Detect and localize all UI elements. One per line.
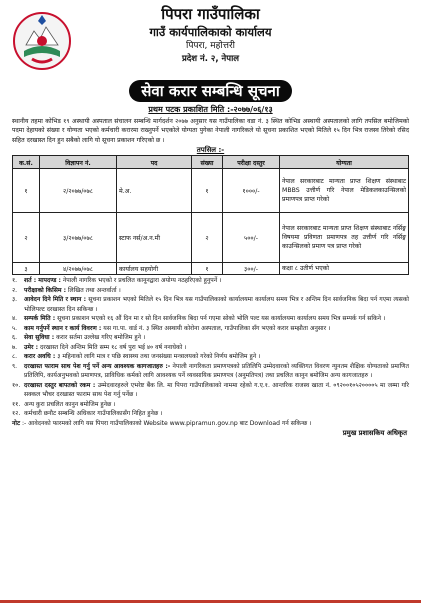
list-item: [12, 343, 409, 353]
letterhead: [0, 5, 421, 79]
table-row: [13, 263, 409, 275]
item-text: सूचना प्रकाशन भएको १६ औं दिन मा र सो दिन सार्वजनिक बिदा पर्न गएमा सोको भोलि पल्ट यस कार्यालयमा कार्यालय समय भित्र सम्पर्क गर्न सकिने ।: [55, 315, 386, 323]
annex-title: तपसिल :-: [196, 146, 225, 155]
office-location: पिपरा, महोत्तरी: [185, 41, 235, 51]
list-item: [12, 381, 409, 400]
col-header-count: संख्या: [192, 156, 223, 169]
list-item: [12, 295, 409, 314]
list-item: [12, 400, 409, 410]
item-number: ६.: [12, 334, 18, 342]
item-text: सूचना प्रकाशन भएको मितिले १५ दिन भित्र यस गाउँपालिकाको कार्यालयमा कार्यालय समय भित्र र अन्तिम दिन सार्वजनिक बिदा पर्न गएमा त्यसको भोलिपल्ट दरखास्त दिन सकिन्छ ।: [24, 296, 410, 313]
cell-qualification: कक्षा ८ उतीर्ण भएको: [280, 263, 409, 275]
cell-adv-no: ४/२०७७/०७८: [40, 263, 117, 275]
item-text: दरखास्त दिने अन्तिम मिति सम्म १८ वर्ष पुरा भई ४० वर्ष ननाघेको ।: [38, 343, 187, 351]
item-number: ३.: [12, 296, 18, 304]
item-label: दरखास्त फाराम साथ पेश गर्नु पर्ने अन्य आवश्यक कागजातहरु :-: [24, 362, 171, 370]
item-text: ३ महिनाको लागि मात्र र पछि स्वास्थ्य तथा जनसंख्या मन्त्रालयको गरेको निर्णय बमोजिम हुने ।: [55, 353, 261, 361]
office-name: गाउँ कार्यपालिकाको कार्यालय: [149, 25, 272, 39]
list-item: [12, 276, 409, 286]
item-number: १२.: [12, 410, 21, 418]
item-number: २.: [12, 286, 18, 294]
item-number: ८.: [12, 353, 18, 361]
cell-fee: ३००/-: [223, 263, 280, 275]
vacancy-table: [12, 155, 409, 275]
conditions-list: [12, 276, 409, 428]
list-item: [12, 333, 409, 343]
cell-fee: १०००/-: [223, 169, 280, 213]
table-row: [13, 213, 409, 263]
list-item: [12, 314, 409, 324]
nepal-emblem-icon: [12, 11, 72, 71]
col-header-qualification: योग्यता: [280, 156, 409, 169]
intro-paragraph: स्थानीय तहमा कोभिड १९ अस्थायी अस्पताल संचालन सम्बन्धि मार्गदर्शन २०७७ अनुसार यस गाउँपालिका वडा नं. ३ स्थित कोभिड अस्थायी अस्पतालको लागि तपसिल बमोजिमको पदमा देहायको संख्या र योग्यता भएको कर्मचारी करारमा राख्नुपर्ने भएकोले योग्यता पुगेका नेपाली नागरिकले यो सूचना प्रकाशित भएको मितिले १५ दिन भित्र राजस्व तिरेको रसिद सहित दरखास्त दिन हुन सबैको लागि यो सूचना प्रकाशन गरिएको छ ।: [12, 118, 409, 144]
cell-adv-no: २/२०७७/०७८: [40, 169, 117, 213]
col-header-sn: क.सं.: [13, 156, 40, 169]
list-item: [12, 286, 409, 296]
table-row: [13, 169, 409, 213]
cell-fee: ५००/-: [223, 213, 280, 263]
list-item: [12, 324, 409, 334]
table-header-row: [13, 156, 409, 169]
cell-qualification: नेपाल सरकारबाट मान्यता प्राप्त शिक्षण संस्थाबाट नर्सिङ्ग विषयमा प्रविणता प्रमाणपत्र तह उत्तीर्ण गरि नर्सिङ्ग काउन्सिलको प्रमाण पत्र प्राप्त गरेको: [280, 213, 409, 263]
item-label: सम्पर्क मिति :: [24, 315, 56, 323]
publication-date: प्रथम पटक प्रकाशित मिति :-२०७७/०६/१३: [148, 105, 273, 114]
cell-sn: २: [13, 213, 40, 263]
cell-qualification: नेपाल सरकारबाट मान्यता प्राप्त शिक्षण संस्थाबाट MBBS उत्तीर्ण गरि नेपाल मेडिकलकाउन्सिलको प्रमाणपत्र प्राप्त गरेको: [280, 169, 409, 213]
item-number: ११.: [12, 400, 21, 408]
item-number: ७.: [12, 343, 18, 351]
cell-count: १: [192, 169, 223, 213]
cell-adv-no: ३/२०७७/०७८: [40, 213, 117, 263]
notice-title-banner: सेवा करार सम्बन्धि सूचना: [129, 80, 291, 102]
item-label: उमेर :: [24, 343, 39, 351]
item-number: १.: [12, 277, 18, 285]
list-item: [12, 352, 409, 362]
item-text: उम्मेदवारहरुले एभरेष्ट बैंक लि. मा पिपरा गाउँपालिकाको नाममा रहेको ग.ए.१. आन्तरिक राजस्व खाता नं. ०९२००१०५२००००५ मा जम्मा गरि सक्कल भौचर दरखास्त फाराम साथ पेश गर्नु पर्नेछ ।: [24, 381, 409, 399]
signatory-title: प्रमुख प्रशासकिय अधिकृत: [342, 429, 407, 438]
cell-count: १: [192, 263, 223, 275]
province-label: प्रदेश नं. २, नेपाल: [181, 54, 240, 64]
item-number: ५.: [12, 324, 18, 332]
item-text: यस गा.पा. वार्ड नं. ३ स्थित अस्थायी कोरोना अस्पताल, गाउँपालिका सँग भएको करार सम्झौता अनुसार ।: [101, 324, 331, 332]
item-label: परीक्षाको किसिम :: [24, 286, 67, 294]
item-number: ४.: [12, 315, 18, 323]
item-number: १०.: [12, 381, 21, 389]
cell-post: स्टाफ नर्स/अ.न.मी: [117, 213, 192, 263]
item-text: नेपाली नागरिकता प्रमाणपत्रको प्रतिलिपि उम्मेदवारको व्यक्तिगत विवरण न्युनतम शैक्षिक योग्यताको प्रमाणित प्रतिलिपि, कार्यअनुभवको प्रमाणपत्र, प्राविधिक कर्मको लागि आवश्यक पर्ने व्यवसायिक प्रमाणपत्र (अनुमतिपत्र) तथा प्रचलित कानुन बमोजिम अन्य कागजातहरु ।: [24, 362, 409, 380]
item-text: लिखित तथा अन्तर्वार्ता ।: [66, 286, 121, 294]
municipality-name: पिपरा गाउँपालिका: [161, 5, 260, 23]
col-header-post: पद: [117, 156, 192, 169]
item-text: कर्मचारी छनौट सम्बन्धि अधिकार गाउँपालिकासँग निहित हुनेछ ।: [24, 410, 163, 418]
item-text: अन्य कुरा प्रचलित कानुन बमोजिम हुनेछ ।: [24, 400, 116, 408]
item-label: काम गर्नुपर्ने स्थान र कार्य विवरण :: [24, 324, 102, 332]
list-item: [12, 362, 409, 381]
cell-sn: १: [13, 169, 40, 213]
footnote-label: नोट: [12, 419, 21, 427]
cell-sn: ३: [13, 263, 40, 275]
col-header-fee: परीक्षा दस्तुर: [223, 156, 280, 169]
item-label: शर्त : मापदण्ड :: [24, 277, 61, 285]
item-text: करार सर्तमा उल्लेख गरिए बमोजिम हुने ।: [54, 334, 146, 342]
cell-post: कार्यालय सहयोगी: [117, 263, 192, 275]
item-label: करार अवधि :: [24, 353, 56, 361]
footnote-text: :- आवेदनको फारमको लागि यस पिपरा गाउँपालिकाको Website www.pipramun.gov.np बाट Download गर्न सकिन्छ ।: [20, 419, 312, 427]
item-text: नेपाली नागरिक भएको र प्रचलित कानूनद्वारा अयोग्य नठहरिएको हुनुपर्ने ।: [60, 277, 222, 285]
footnote: [12, 419, 409, 429]
cell-post: मे.अ.: [117, 169, 192, 213]
cell-count: २: [192, 213, 223, 263]
item-label: सेवा सुविधा :: [24, 334, 55, 342]
list-item: [12, 409, 409, 419]
item-number: ९.: [12, 362, 18, 370]
item-label: आवेदन दिने मिति र स्थान :: [24, 296, 87, 304]
col-header-adv-no: विज्ञापन नं.: [40, 156, 117, 169]
item-label: दरखास्त दस्तुर बापतको रकम :: [24, 381, 96, 389]
